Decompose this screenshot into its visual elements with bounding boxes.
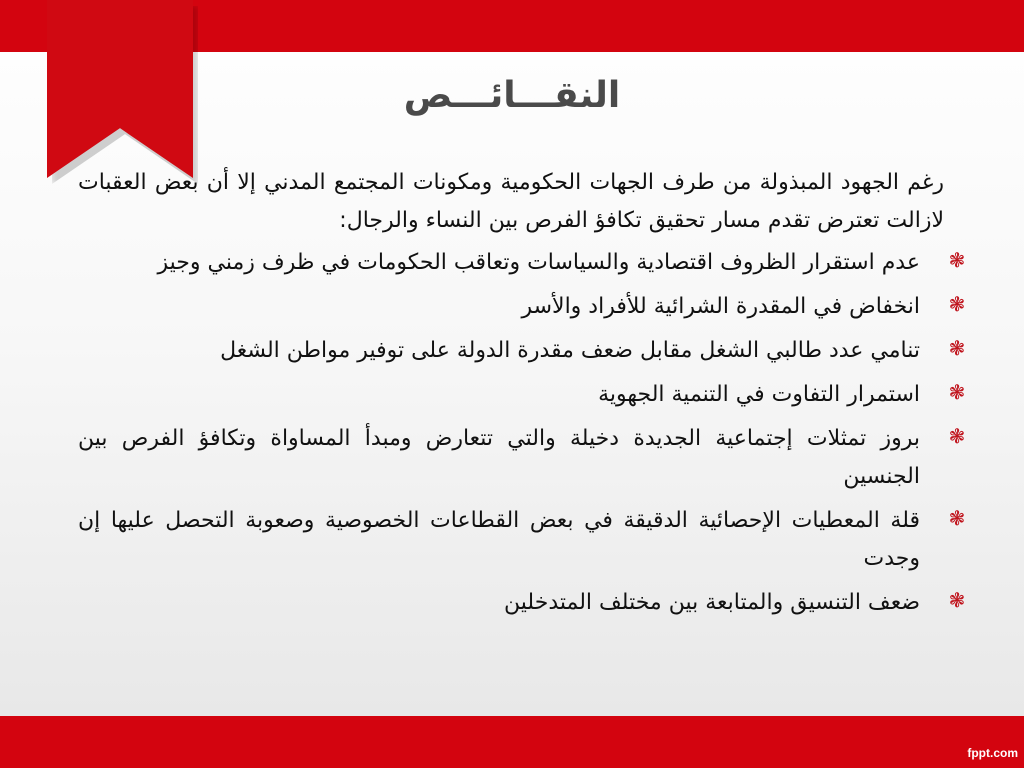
flower-bullet-icon: ❃ [948, 506, 966, 530]
slide-title: النقـــائـــص [403, 75, 621, 116]
flower-bullet-icon: ❃ [948, 424, 966, 448]
bottom-red-band [0, 716, 1024, 768]
flower-bullet-icon: ❃ [948, 588, 966, 612]
bullet-text: ضعف التنسيق والمتابعة بين مختلف المتدخلين [504, 590, 920, 615]
bullet-text: قلة المعطيات الإحصائية الدقيقة في بعض القطاعات الخصوصية وصعوبة التحصل عليها إن وجدت [78, 508, 920, 571]
flower-bullet-icon: ❃ [948, 336, 966, 360]
bullet-text: انخفاض في المقدرة الشرائية للأفراد والأسر [521, 294, 920, 319]
bullet-item [78, 502, 966, 578]
intro-paragraph: رغم الجهود المبذولة من طرف الجهات الحكومية ومكونات المجتمع المدني إلا أن بعض العقبات لازالت تعترض تقدم مسار تحقيق تكافؤ الفرص بين النساء والرجال: [78, 170, 944, 233]
slide-content [78, 164, 966, 628]
bullet-item [78, 244, 966, 282]
bullet-text: بروز تمثلات إجتماعية الجديدة دخيلة والتي تتعارض ومبدأ المساواة وتكافؤ الفرص بين الجنسين [78, 426, 920, 489]
footer-brand: fppt.com [967, 746, 1018, 760]
bullet-item [78, 376, 966, 414]
bullet-item [78, 332, 966, 370]
bullet-text: عدم استقرار الظروف اقتصادية والسياسات وتعاقب الحكومات في ظرف زمني وجيز [157, 250, 920, 275]
flower-bullet-icon: ❃ [948, 292, 966, 316]
bullet-item [78, 288, 966, 326]
bullet-text: تنامي عدد طالبي الشغل مقابل ضعف مقدرة الدولة على توفير مواطن الشغل [220, 338, 920, 363]
bullet-text: استمرار التفاوت في التنمية الجهوية [598, 382, 920, 407]
bullet-item [78, 420, 966, 496]
bullet-list [78, 244, 966, 622]
flower-bullet-icon: ❃ [948, 380, 966, 404]
bullet-item [78, 584, 966, 622]
flower-bullet-icon: ❃ [948, 248, 966, 272]
